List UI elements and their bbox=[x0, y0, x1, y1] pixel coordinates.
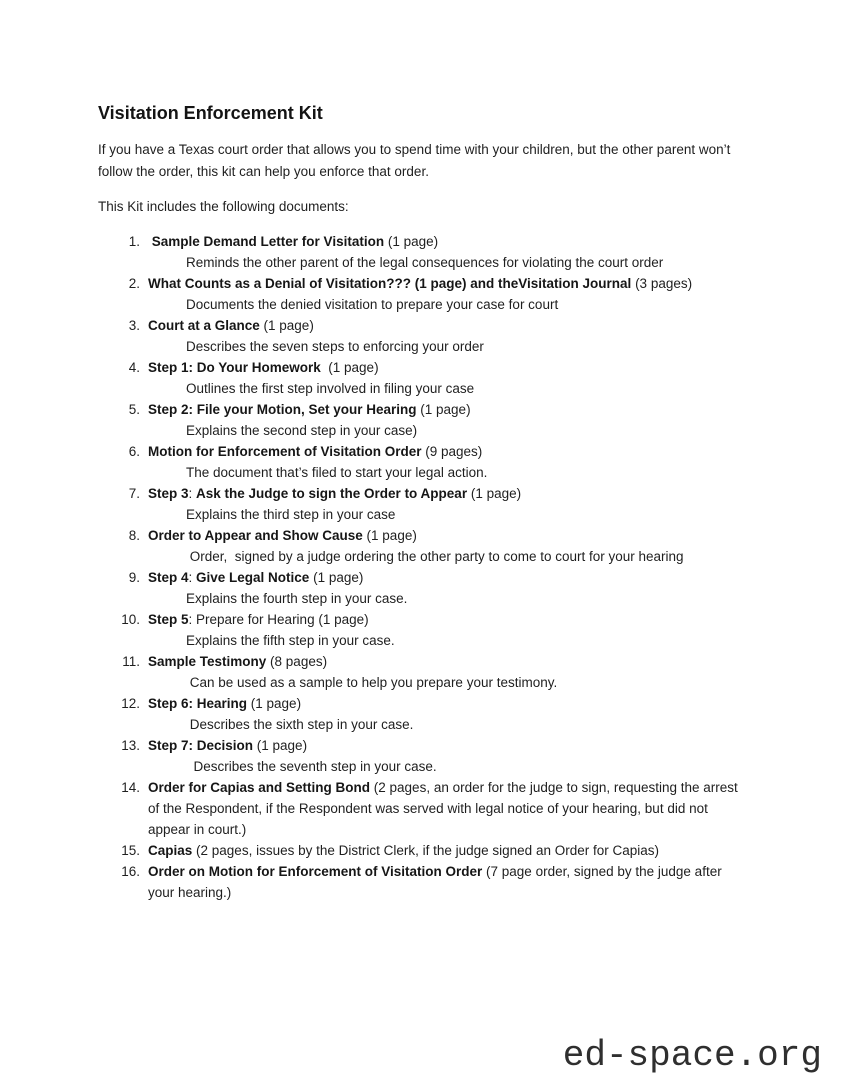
list-item bbox=[98, 399, 750, 420]
list-item-number: 4. bbox=[128, 359, 140, 375]
list-item-description: Describes the sixth step in your case. bbox=[186, 716, 414, 732]
list-item-title: What Counts as a Denial of Visitation??? (1 page) and theVisitation Journal (3 pages) bbox=[148, 275, 693, 291]
list-item-number: 3. bbox=[128, 317, 140, 333]
list-item bbox=[98, 861, 750, 903]
list-item bbox=[98, 441, 750, 462]
list-item bbox=[98, 315, 750, 336]
list-lead-paragraph: This Kit includes the following documents: bbox=[98, 199, 349, 214]
list-item-number: 16. bbox=[121, 863, 140, 879]
list-item bbox=[98, 609, 750, 630]
list-item-title: Step 7: Decision (1 page) bbox=[148, 737, 308, 753]
list-item bbox=[98, 651, 750, 672]
list-item-description: Can be used as a sample to help you prepare your testimony. bbox=[186, 674, 558, 690]
list-item-title: Order to Appear and Show Cause (1 page) bbox=[148, 527, 417, 543]
list-item-number: 1. bbox=[128, 233, 140, 249]
list-item-title: Step 4: Give Legal Notice (1 page) bbox=[148, 569, 364, 585]
list-item-title: Order on Motion for Enforcement of Visitation Order (7 page order, signed by the judge after your hearing.) bbox=[148, 863, 726, 900]
document-list bbox=[98, 231, 750, 903]
list-item-description: Explains the fifth step in your case. bbox=[186, 632, 395, 648]
list-item-title: Order for Capias and Setting Bond (2 pages, an order for the judge to sign, requesting the arrest of the Respondent, if the Respondent was served with legal notice of your hearing, but did not appear in court.) bbox=[148, 779, 742, 837]
list-item-number: 6. bbox=[128, 443, 140, 459]
page-title: Visitation Enforcement Kit bbox=[98, 103, 323, 123]
list-item-description: The document that’s filed to start your legal action. bbox=[186, 464, 488, 480]
list-item-number: 14. bbox=[121, 779, 140, 795]
list-item bbox=[98, 231, 750, 252]
list-item bbox=[98, 693, 750, 714]
list-item-title: Step 2: File your Motion, Set your Hearing (1 page) bbox=[148, 401, 471, 417]
intro-paragraph: If you have a Texas court order that allows you to spend time with your children, but the other parent won’t follow the order, this kit can help you enforce that order. bbox=[98, 142, 731, 179]
list-item bbox=[98, 483, 750, 504]
list-item-title: Motion for Enforcement of Visitation Order (9 pages) bbox=[148, 443, 483, 459]
list-item-title: Step 3: Ask the Judge to sign the Order to Appear (1 page) bbox=[148, 485, 522, 501]
list-item bbox=[98, 525, 750, 546]
list-item-description: Documents the denied visitation to prepare your case for court bbox=[186, 296, 559, 312]
list-item-description: Describes the seven steps to enforcing your order bbox=[186, 338, 484, 354]
list-item-number: 11. bbox=[122, 653, 140, 669]
document-content bbox=[98, 101, 750, 903]
list-item-title: Step 6: Hearing (1 page) bbox=[148, 695, 302, 711]
list-item bbox=[98, 357, 750, 378]
watermark-text: ed-space.org bbox=[562, 1035, 822, 1076]
list-item-description: Explains the third step in your case bbox=[186, 506, 396, 522]
list-item-number: 2. bbox=[128, 275, 140, 291]
list-item-description: Explains the fourth step in your case. bbox=[186, 590, 408, 606]
list-item-number: 13. bbox=[121, 737, 140, 753]
list-item-number: 12. bbox=[121, 695, 140, 711]
list-item-number: 10. bbox=[121, 611, 140, 627]
list-item-number: 15. bbox=[121, 842, 140, 858]
list-item bbox=[98, 567, 750, 588]
list-item-number: 8. bbox=[128, 527, 140, 543]
list-item-title: Sample Demand Letter for Visitation (1 page) bbox=[148, 233, 439, 249]
list-item-description: Explains the second step in your case) bbox=[186, 422, 418, 438]
list-item bbox=[98, 273, 750, 294]
list-item-description: Reminds the other parent of the legal consequences for violating the court order bbox=[186, 254, 664, 270]
list-item-description: Order, signed by a judge ordering the other party to come to court for your hearing bbox=[186, 548, 684, 564]
list-item bbox=[98, 777, 750, 840]
list-item-title: Step 1: Do Your Homework (1 page) bbox=[148, 359, 379, 375]
list-item-description: Outlines the first step involved in filing your case bbox=[186, 380, 475, 396]
list-item-number: 9. bbox=[128, 569, 140, 585]
list-item bbox=[98, 735, 750, 756]
list-item-title: Court at a Glance (1 page) bbox=[148, 317, 314, 333]
list-item bbox=[98, 840, 750, 861]
list-item-number: 7. bbox=[128, 485, 140, 501]
list-item-title: Sample Testimony (8 pages) bbox=[148, 653, 328, 669]
list-item-title: Step 5: Prepare for Hearing (1 page) bbox=[148, 611, 369, 627]
list-item-title: Capias (2 pages, issues by the District Clerk, if the judge signed an Order for Capias) bbox=[148, 842, 659, 858]
list-item-number: 5. bbox=[128, 401, 140, 417]
list-item-description: Describes the seventh step in your case. bbox=[186, 758, 437, 774]
